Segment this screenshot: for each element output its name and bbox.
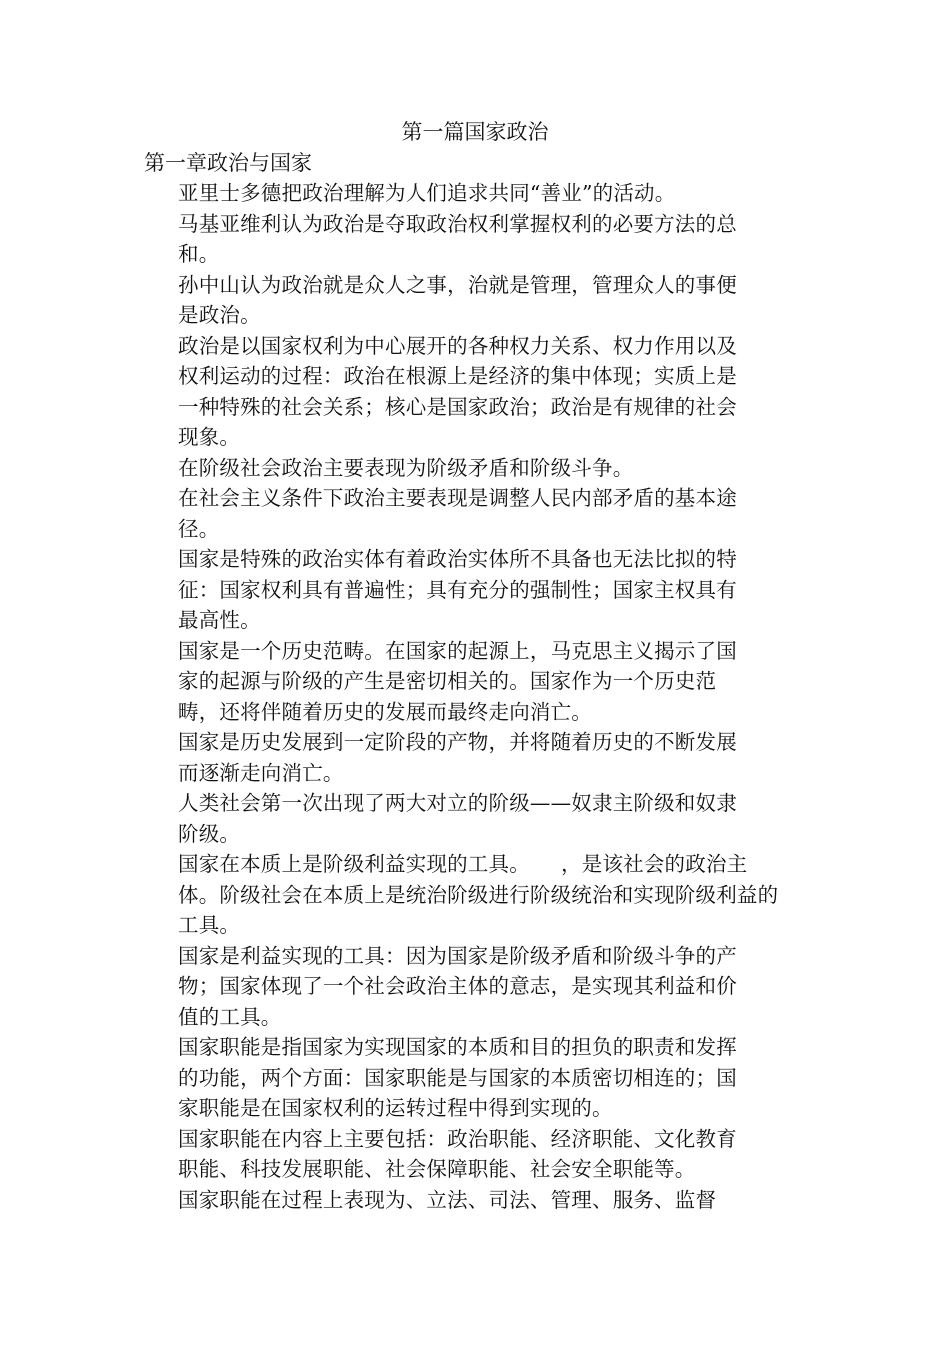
paragraph: 国家是特殊的政治实体有着政治实体所不具备也无法比拟的特征：国家权利具有普遍性；具有充分的强制性；国家主权具有最高性。 <box>178 547 737 632</box>
chapter-title: 第一章政治与国家 <box>144 151 312 175</box>
paragraph: 马基亚维利认为政治是夺取政治权利掌握权利的必要方法的总和。 <box>178 211 737 266</box>
paragraph: 国家在本质上是阶级利益实现的工具。 ，是该社会的政治主体。阶级社会在本质上是统治阶级进行阶级统治和实现阶级利益的工具。 <box>178 852 779 937</box>
paragraph: 政治是以国家权利为中心展开的各种权力关系、权力作用以及权利运动的过程：政治在根源上是经济的集中体现；实质上是一种特殊的社会关系；核心是国家政治；政治是有规律的社会现象。 <box>178 333 737 449</box>
paragraph: 国家是一个历史范畴。在国家的起源上，马克思主义揭示了国家的起源与阶级的产生是密切相关的。国家作为一个历史范畴，还将伴随着历史的发展而最终走向消亡。 <box>178 638 737 724</box>
page-title: 第一篇国家政治 <box>401 120 549 144</box>
paragraph: 孙中山认为政治就是众人之事，治就是管理，管理众人的事便是政治。 <box>178 272 737 327</box>
paragraph: 国家职能在过程上表现为、立法、司法、管理、服务、监督 <box>178 1187 717 1212</box>
paragraph: 亚里士多德把政治理解为人们追求共同“善业”的活动。 <box>178 181 676 205</box>
document-body <box>178 178 779 1215</box>
paragraph: 国家职能在内容上主要包括：政治职能、经济职能、文化教育职能、科技发展职能、社会保障职能、社会安全职能等。 <box>178 1126 737 1181</box>
paragraph: 人类社会第一次出现了两大对立的阶级——奴隶主阶级和奴隶阶级。 <box>178 791 737 846</box>
paragraph: 在社会主义条件下政治主要表现是调整人民内部矛盾的基本途径。 <box>178 486 737 541</box>
paragraph: 国家是利益实现的工具：因为国家是阶级矛盾和阶级斗争的产物；国家体现了一个社会政治主体的意志，是实现其利益和价值的工具。 <box>178 943 737 1029</box>
paragraph: 国家是历史发展到一定阶段的产物，并将随着历史的不断发展而逐渐走向消亡。 <box>178 730 737 785</box>
paragraph: 在阶级社会政治主要表现为阶级矛盾和阶级斗争。 <box>178 455 634 480</box>
paragraph: 国家职能是指国家为实现国家的本质和目的担负的职责和发挥的功能，两个方面：国家职能是与国家的本质密切相连的；国家职能是在国家权利的运转过程中得到实现的。 <box>178 1035 737 1120</box>
